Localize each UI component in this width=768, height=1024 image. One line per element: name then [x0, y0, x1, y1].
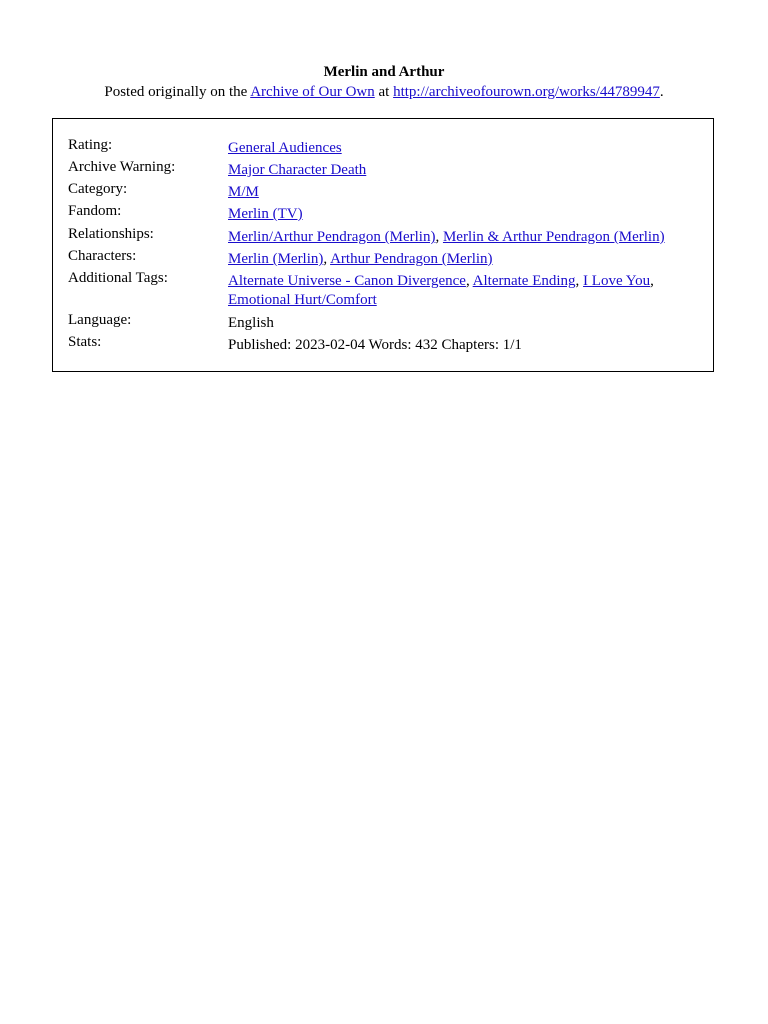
- relationship-link[interactable]: Merlin & Arthur Pendragon (Merlin): [442, 229, 665, 245]
- tags-value: Alternate Universe - Canon Divergence, Alternate Ending, I Love You, Emotional Hurt/Comfort: [228, 273, 654, 308]
- character-link[interactable]: Arthur Pendragon (Merlin): [330, 251, 493, 267]
- warning-link[interactable]: Major Character Death: [228, 162, 367, 178]
- tag-link[interactable]: I Love You: [583, 273, 651, 289]
- category-value: [228, 183, 708, 202]
- warning-label: Archive Warning:: [68, 159, 176, 175]
- language-label: Language:: [68, 312, 132, 328]
- tags-label: Additional Tags:: [68, 270, 168, 286]
- posted-prefix: Posted originally on the: [104, 84, 251, 100]
- rating-value: [228, 139, 708, 158]
- work-url-link[interactable]: http://archiveofourown.org/works/44789947: [393, 84, 660, 100]
- tag-link[interactable]: Alternate Universe - Canon Divergence: [228, 273, 466, 289]
- rating-label: Rating:: [68, 137, 113, 153]
- tag-link[interactable]: Emotional Hurt/Comfort: [228, 292, 377, 308]
- characters-label: Characters:: [68, 248, 137, 264]
- relationships-label: Relationships:: [68, 226, 154, 242]
- relationship-link[interactable]: Merlin/Arthur Pendragon (Merlin): [228, 229, 436, 245]
- work-title: Merlin and Arthur: [323, 64, 445, 80]
- work-header: [0, 62, 768, 102]
- warning-value: [228, 161, 708, 180]
- fandom-value: [228, 205, 708, 224]
- category-label: Category:: [68, 181, 128, 197]
- language-value: English: [228, 315, 274, 331]
- stats-label: Stats:: [68, 334, 102, 350]
- category-link[interactable]: M/M: [228, 184, 259, 200]
- rating-link[interactable]: General Audiences: [228, 140, 342, 156]
- tag-link[interactable]: Alternate Ending: [472, 273, 576, 289]
- archive-link[interactable]: Archive of Our Own: [250, 84, 375, 100]
- fandom-label: Fandom:: [68, 203, 122, 219]
- character-link[interactable]: Merlin (Merlin): [228, 251, 324, 267]
- fandom-link[interactable]: Merlin (TV): [228, 206, 303, 222]
- characters-value: Merlin (Merlin), Arthur Pendragon (Merlin): [228, 251, 493, 267]
- posted-line: [0, 82, 768, 102]
- posted-suffix: .: [659, 84, 664, 100]
- posted-middle: at: [374, 84, 394, 100]
- work-metadata-box: [52, 118, 714, 372]
- relationships-value: Merlin/Arthur Pendragon (Merlin), Merlin & Arthur Pendragon (Merlin): [228, 229, 665, 245]
- stats-value: Published: 2023-02-04 Words: 432 Chapters: 1/1: [228, 337, 522, 353]
